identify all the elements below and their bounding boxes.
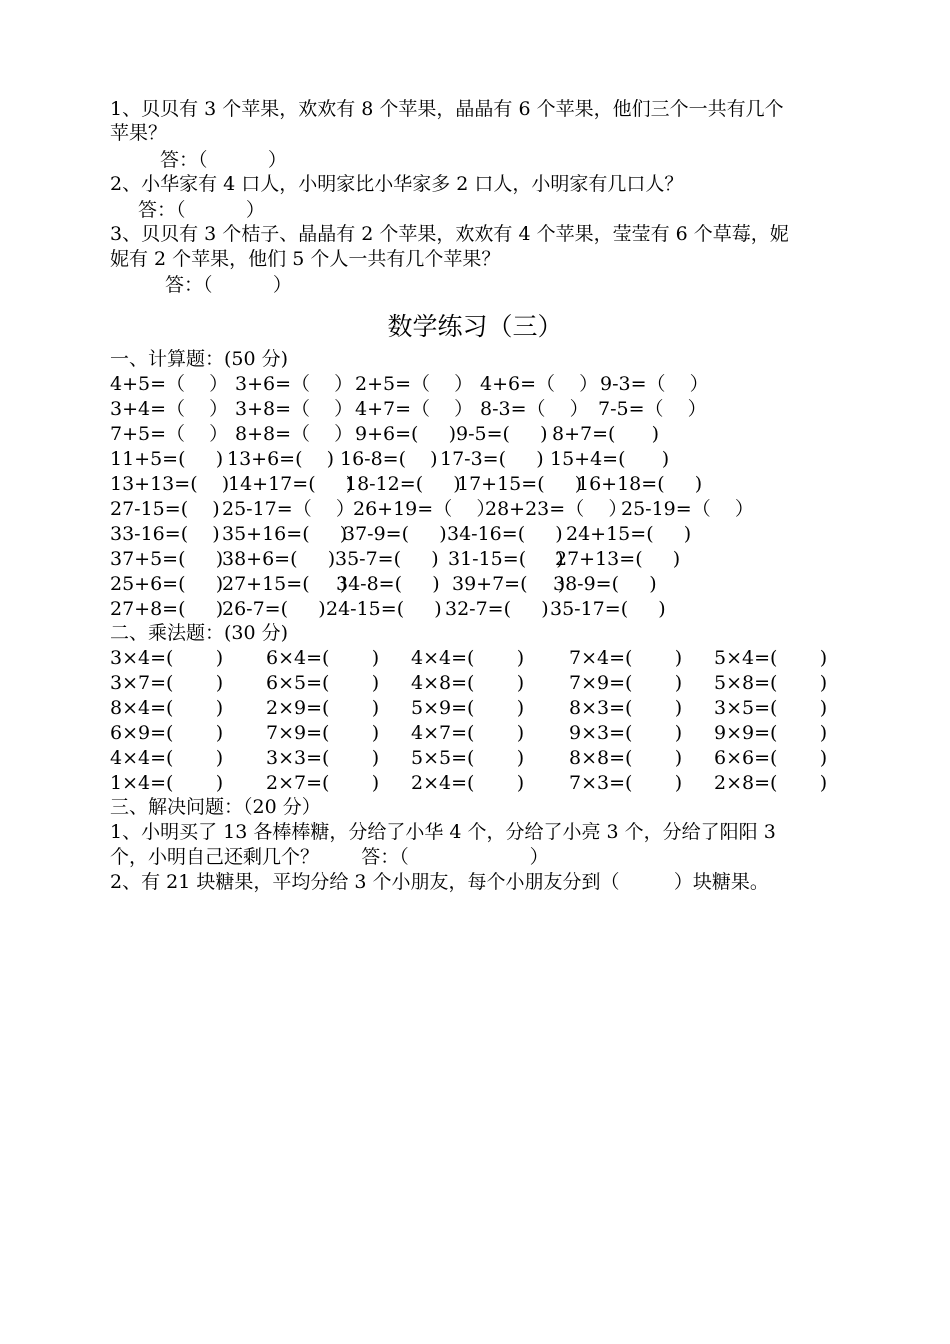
problem-item: 27+13=( ) — [555, 548, 681, 570]
problem-item: 26+19=（ ） — [353, 498, 496, 520]
problem-item: 9-5=( ) — [456, 423, 548, 445]
problem-item: 9-3=（ ） — [600, 373, 709, 395]
problem-item: 9+6=( ) — [355, 423, 457, 445]
problem-item: 3×5=( ) — [714, 697, 828, 719]
section3-q2-line1: 2、有 21 块糖果，平均分给 3 个小朋友，每个小朋友分到（ ）块糖果。 — [110, 871, 769, 893]
top-q3-line1: 3、贝贝有 3 个桔子、晶晶有 2 个苹果，欢欢有 4 个苹果，莹莹有 6 个草莓，妮 — [110, 223, 789, 245]
problem-item: 6×5=( ) — [266, 672, 380, 694]
problem-item: 25-19=（ ） — [621, 498, 754, 520]
problem-item: 27-15=( ) — [110, 498, 220, 520]
problem-item: 7+5=（ ） — [110, 423, 229, 445]
problem-item: 26-7=( ) — [222, 598, 326, 620]
problem-item: 3+8=（ ） — [235, 398, 354, 420]
problem-item: 1×4=( ) — [110, 772, 224, 794]
problem-item: 13+13=( ) — [110, 473, 230, 495]
problem-item: 8+7=( ) — [552, 423, 660, 445]
problem-item: 24-15=( ) — [326, 598, 442, 620]
section3-q1-line2: 个，小明自己还剩几个？ 答：（ ） — [110, 846, 549, 868]
section2-heading: 二、乘法题：(30 分) — [110, 622, 289, 644]
page-title: 数学练习（三） — [387, 312, 563, 341]
problem-item: 9×3=( ) — [569, 722, 683, 744]
problem-item: 28+23=（ ） — [485, 498, 628, 520]
problem-item: 3×3=( ) — [266, 747, 380, 769]
problem-item: 6×6=( ) — [714, 747, 828, 769]
problem-item: 5×4=( ) — [714, 647, 828, 669]
problem-item: 24+15=( ) — [566, 523, 692, 545]
problem-item: 7×4=( ) — [569, 647, 683, 669]
top-q3-line2: 妮有 2 个苹果，他们 5 个人一共有几个苹果？ — [110, 248, 501, 270]
problem-item: 8×4=( ) — [110, 697, 224, 719]
problem-item: 11+5=( ) — [110, 448, 224, 470]
problem-item: 7×9=( ) — [569, 672, 683, 694]
problem-item: 39+7=( ) — [452, 573, 566, 595]
problem-item: 25-17=（ ） — [222, 498, 355, 520]
problem-item: 3+4=（ ） — [110, 398, 229, 420]
problem-item: 38-9=( ) — [553, 573, 657, 595]
problem-item: 31-15=( ) — [448, 548, 564, 570]
problem-item: 37+5=( ) — [110, 548, 224, 570]
problem-item: 8×3=( ) — [569, 697, 683, 719]
problem-item: 2×7=( ) — [266, 772, 380, 794]
problem-item: 35-17=( ) — [550, 598, 666, 620]
top-q3-answer: 答：（ ） — [165, 274, 292, 296]
problem-item: 3+6=（ ） — [235, 373, 354, 395]
problem-item: 4×8=( ) — [411, 672, 525, 694]
problem-item: 8×8=( ) — [569, 747, 683, 769]
problem-item: 25+6=( ) — [110, 573, 224, 595]
problem-item: 38+6=( ) — [222, 548, 336, 570]
problem-item: 17+15=( ) — [457, 473, 583, 495]
problem-item: 3×4=( ) — [110, 647, 224, 669]
problem-item: 13+6=( ) — [227, 448, 335, 470]
problem-item: 5×5=( ) — [411, 747, 525, 769]
problem-item: 8+8=（ ） — [235, 423, 354, 445]
problem-item: 5×8=( ) — [714, 672, 828, 694]
section1-heading: 一、计算题：(50 分) — [110, 348, 289, 370]
problem-item: 27+8=( ) — [110, 598, 224, 620]
problem-item: 2+5=（ ） — [355, 373, 474, 395]
problem-item: 6×4=( ) — [266, 647, 380, 669]
problem-item: 5×9=( ) — [411, 697, 525, 719]
problem-item: 7-5=（ ） — [598, 398, 707, 420]
problem-item: 4+7=（ ） — [355, 398, 474, 420]
problem-item: 34-16=( ) — [447, 523, 563, 545]
section3-q1-line1: 1、小明买了 13 各棒棒糖，分给了小华 4 个，分给了小亮 3 个，分给了阳阳 3 — [110, 821, 776, 843]
problem-item: 7×3=( ) — [569, 772, 683, 794]
problem-item: 2×9=( ) — [266, 697, 380, 719]
top-q1-line2: 苹果？ — [110, 122, 168, 144]
section3-heading: 三、解决问题：（20 分） — [110, 796, 321, 818]
problem-item: 2×4=( ) — [411, 772, 525, 794]
problem-item: 32-7=( ) — [445, 598, 549, 620]
top-q1-line1: 1、贝贝有 3 个苹果，欢欢有 8 个苹果，晶晶有 6 个苹果，他们三个一共有几个 — [110, 98, 784, 120]
problem-item: 17-3=( ) — [440, 448, 544, 470]
problem-item: 3×7=( ) — [110, 672, 224, 694]
problem-item: 4+6=（ ） — [480, 373, 599, 395]
problem-item: 33-16=( ) — [110, 523, 220, 545]
problem-item: 18-12=( ) — [345, 473, 461, 495]
problem-item: 4×4=( ) — [110, 747, 224, 769]
problem-item: 4×4=( ) — [411, 647, 525, 669]
problem-item: 4×7=( ) — [411, 722, 525, 744]
problem-item: 34-8=( ) — [336, 573, 440, 595]
problem-item: 4+5=（ ） — [110, 373, 229, 395]
problem-item: 35+16=( ) — [222, 523, 348, 545]
problem-item: 16-8=( ) — [340, 448, 438, 470]
problem-item: 9×9=( ) — [714, 722, 828, 744]
problem-item: 35-7=( ) — [335, 548, 439, 570]
problem-item: 16+18=( ) — [577, 473, 703, 495]
problem-item: 15+4=( ) — [550, 448, 670, 470]
problem-item: 37-9=( ) — [343, 523, 447, 545]
problem-item: 8-3=（ ） — [480, 398, 589, 420]
problem-item: 7×9=( ) — [266, 722, 380, 744]
problem-item: 2×8=( ) — [714, 772, 828, 794]
problem-item: 6×9=( ) — [110, 722, 224, 744]
top-q2-line1: 2、小华家有 4 口人，小明家比小华家多 2 口人，小明家有几口人？ — [110, 173, 684, 195]
problem-item: 27+15=( ) — [222, 573, 348, 595]
top-q2-answer: 答：（ ） — [138, 199, 265, 221]
problem-item: 14+17=( ) — [228, 473, 354, 495]
top-q1-answer: 答：（ ） — [160, 149, 287, 171]
